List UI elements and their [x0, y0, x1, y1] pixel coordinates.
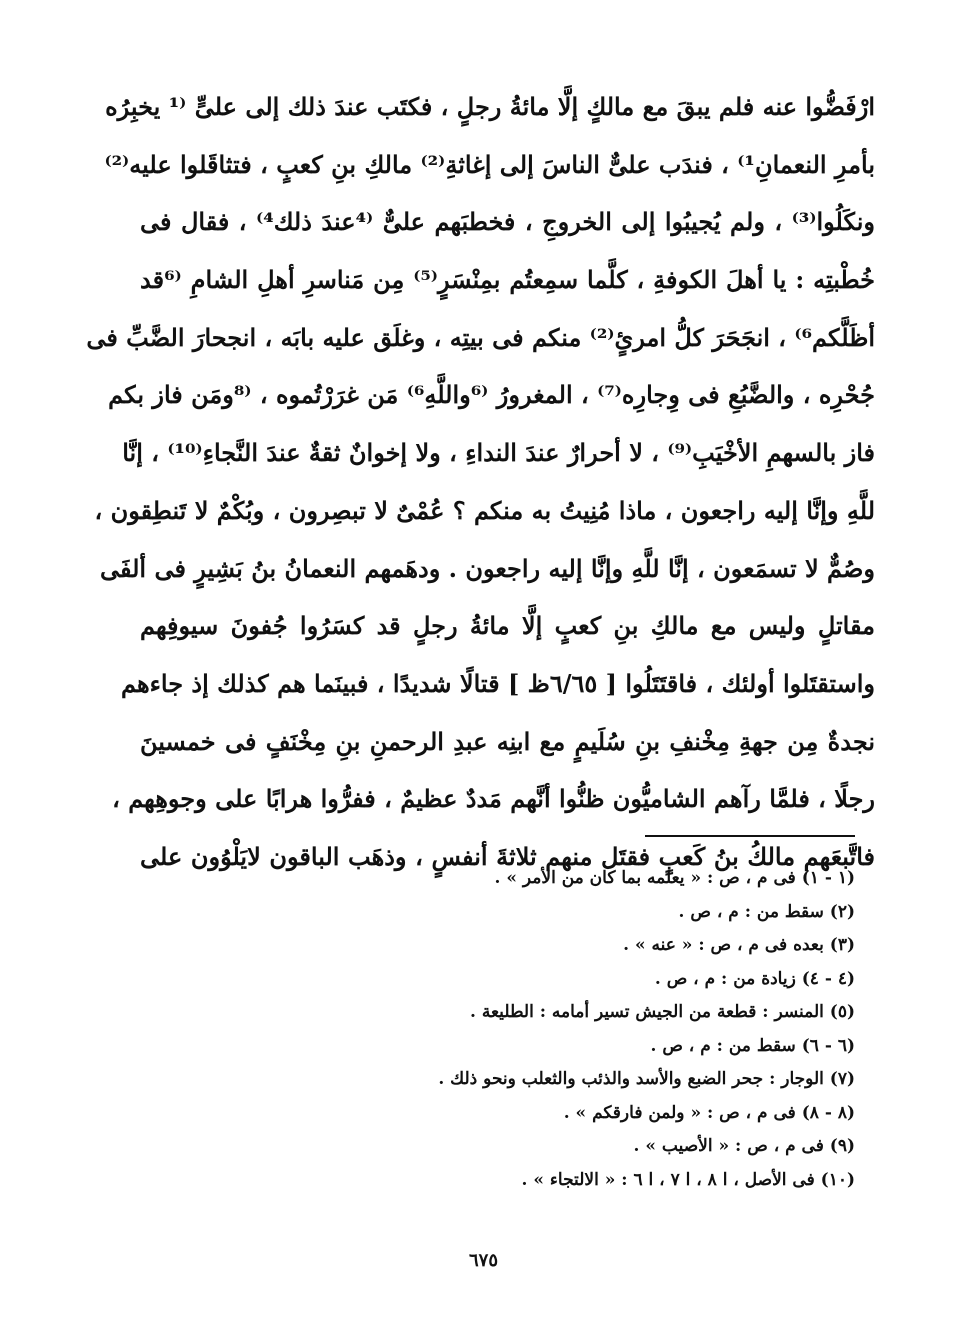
text-line: ارْفَضُّوا عنه فلم يبقَ مع مالكٍ إلَّا مائةُ رجلٍ ، فكتَب عندَ ذلك إلى علىٍّ ⁽¹ يخبِرُه — [105, 92, 875, 121]
text-line: خُطْبتِه : يا أهلَ الكوفةِ ، كلَّما سمِعتُم بمِنْسَرٍ⁽⁵⁾ مِن مَناسرِ أهلِ الشامِ ⁽⁶قد — [140, 265, 875, 295]
text-line: بأمرِ النعمانِ¹⁾ ، فندَب علىٌّ الناسَ إلى إغاثةِ⁽²⁾ مالكِ بنِ كعبٍ ، فتثاقَلوا عليه⁽²⁾ — [104, 149, 875, 179]
footnote: (٧) الوجار : جحر الضبع والأسد والذئب والثعلب ونحو ذلك . — [438, 1069, 855, 1089]
text-line: فاز بالسهمِ الأخْيَبِ⁽⁹⁾ ، لا أحرارٌ عندَ النداءِ ، ولا إخوانٌ ثقةٌ عندَ النَّجاءِ⁽¹⁰⁾ ، إنَّا — [122, 438, 875, 468]
main-text — [86, 78, 875, 886]
footnotes — [380, 862, 855, 1197]
text-line: وصُمٌّ لا تسمَعون ، إنَّا للَّهِ وإنَّا إليه راجعون . ودهَمهم النعمانُ بنُ بَشِيرٍ فى ألفَى — [99, 553, 875, 583]
footnote: (٦ - ٦) سقط من : م ، ص . — [650, 1035, 855, 1056]
text-line: ونكَلُوا⁽³⁾ ، ولم يُجيبُوا إلى الخروجِ ، فخطبَهم علىٌّ ⁽⁴عندَ ذلك⁴⁾ ، فقال فى — [140, 207, 875, 237]
footnote: (٥) المنسر : قطعة من الجيش تسير أمامه : الطليعة . — [470, 1002, 855, 1022]
page-number: ٦٧٥ — [468, 1250, 498, 1271]
text-line: نجدةٌ مِن جهةِ مِخْنفِ بنِ سُلَيمٍ مع ابنِه عبدِ الرحمنِ بنِ مِخْنَفٍ فى خمسينَ — [140, 726, 875, 756]
footnote: (٤ - ٤) زيادة من : م ، ص . — [654, 968, 855, 989]
footnote: (١ - ١) فى م ، ص : « يعلمه بما كان من الأمر » . — [494, 868, 855, 888]
text-line: جُحْرِه ، والضَّبُعِ فى وِجارِه⁽⁷⁾ ، المغرورُ ⁽⁶واللَّهِ⁶⁾ مَن غرَرْتُموه ، ⁽⁸ومَن فاز بكم — [108, 380, 875, 410]
text-line: رجلًا ، فلمَّا رآهم الشاميُّون ظنُّوا أنَّهم مَددٌ عظيمٌ ، ففرُّوا هرابًا على وجوهِهم ، — [112, 784, 875, 814]
text-line: واستقتَلوا أولئك ، فاقتَتَلُوا [ ٦/٦٥ظ ] قتالًا شديدًا ، فبينَما هم كذلك إذ جاءهم — [121, 668, 875, 698]
text-line: أظَلَّكم⁶⁾ ، انجَحَرَ كلُّ امرئٍ⁽²⁾ منكم فى بيتِه ، وغلَق عليه بابَه ، انجحارَ الضَّبِّ فى — [86, 322, 875, 352]
footnote: (٩) فى م ، ص : « الأصيب » . — [633, 1136, 855, 1156]
footnote: (٣) بعده فى م ، ص : « عنه » . — [623, 935, 855, 955]
footnote-separator — [645, 835, 855, 837]
footnote: (١٠) فى الأصل ، ا ٨ ، ا ٧ ، ا ٦ : « الالتجاء » . — [521, 1169, 855, 1190]
text-line: للَّهِ وإنَّا إليه راجعون ، ماذا مُنِيتُ به منكم ؟ عُمْىٌ لا تبصِرون ، وبُكْمٌ لا تَنطِقون ، — [94, 495, 875, 525]
text-line: مقاتلٍ وليس مع مالكِ بنِ كعبٍ إلَّا مائةُ رجلٍ قد كسَرُوا جُفونَ سيوفِهم — [140, 611, 875, 641]
text-line: فاتَّبعَهم مالكُ بنُ كَعبٍ فقتَل منهم ثلاثةَ أنفسٍ ، وذهَب الباقون لايَلْوُون على — [140, 841, 875, 871]
footnote: (٢) سقط من : م ، ص . — [678, 901, 855, 922]
footnote: (٨ - ٨) فى م ، ص : « ولمن فارقكم » . — [563, 1102, 855, 1123]
